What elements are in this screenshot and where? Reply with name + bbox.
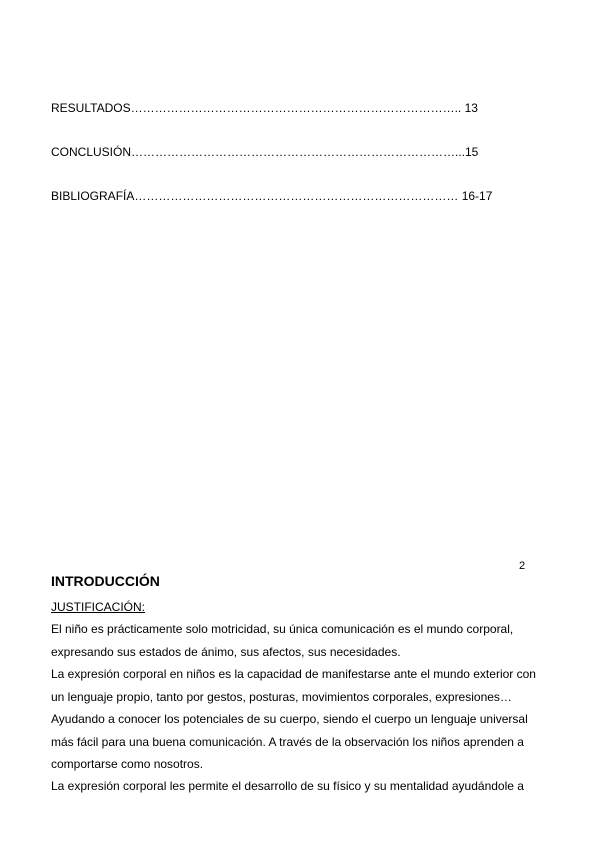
section-title: INTRODUCCIÓN <box>51 573 160 589</box>
toc-entry-conclusion: CONCLUSIÓN………………………………………………………………………...15 <box>51 145 479 159</box>
paragraph-1: El niño es prácticamente solo motricidad, su única comunicación es el mundo corporal, expresando sus estados de ánimo, sus afectos, sus necesidades. <box>51 622 514 659</box>
paragraph-2: La expresión corporal en niños es la capacidad de manifestarse ante el mundo exterior con un lenguaje propio, tanto por gestos, posturas, movimientos corporales, expresiones… Ayudando a conocer los potenciales de su cuerpo, siendo el cuerpo un lenguaje universal más fácil para una buena comunicación. A través de la observación los niños aprenden a comportarse como nosotros. <box>51 667 536 771</box>
paragraph-3: La expresión corporal les permite el desarrollo de su físico y su mentalidad ayudándole a <box>51 779 524 793</box>
toc-entry-bibliografia: BIBLIOGRAFÍA……………………………………………………………………… 16-17 <box>51 189 493 203</box>
section-subtitle: JUSTIFICACIÓN: <box>51 600 146 614</box>
toc-entry-resultados: RESULTADOS……………………………………………………………………….. 13 <box>51 101 478 115</box>
page-number: 2 <box>519 560 526 572</box>
